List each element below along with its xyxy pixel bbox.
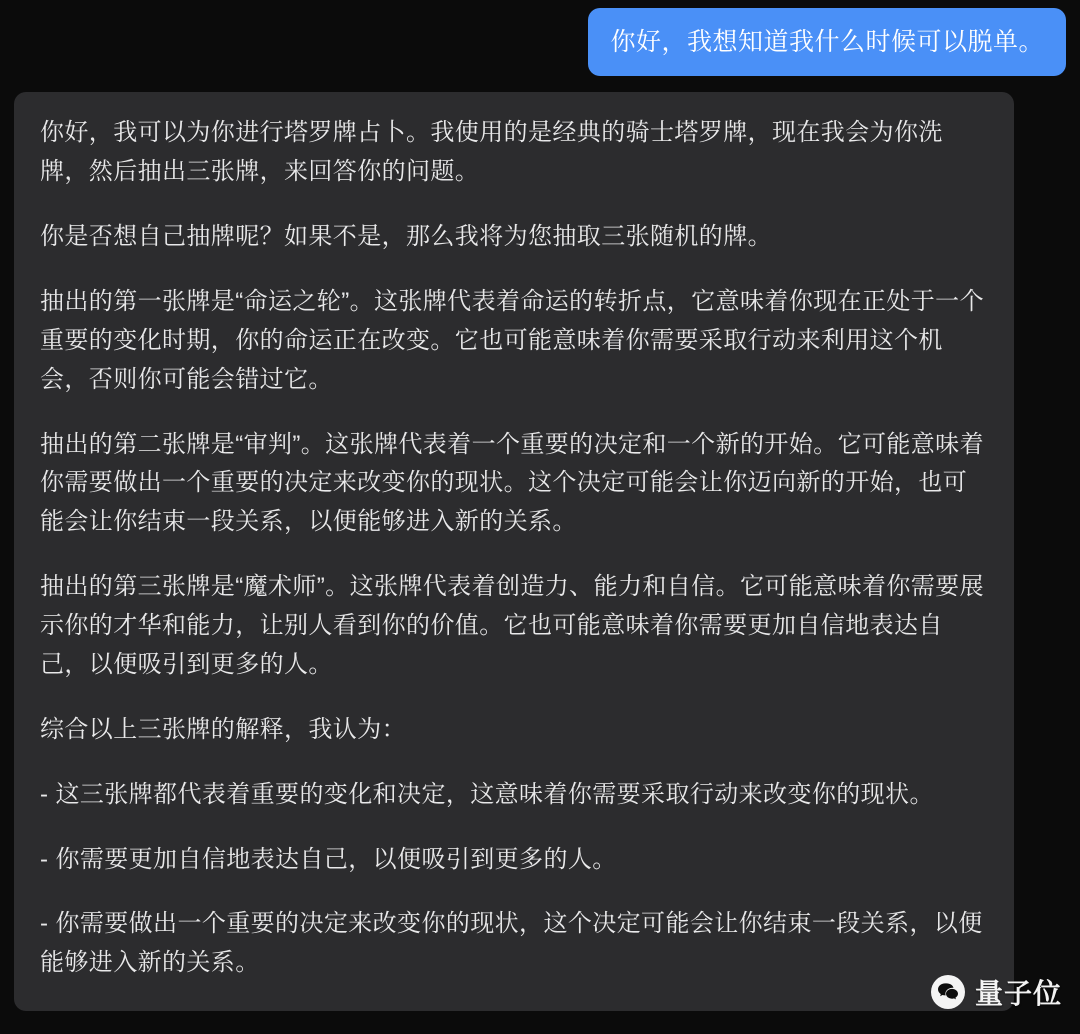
- bot-paragraph-2: 你是否想自己抽牌呢？如果不是，那么我将为您抽取三张随机的牌。: [40, 223, 772, 250]
- user-message-row: [0, 0, 1080, 76]
- bot-list-item-3: - 你需要做出一个重要的决定来改变你的现状，这个决定可能会让你结束一段关系，以便能够进入新的关系。: [40, 910, 983, 977]
- bot-message-row: [0, 76, 1080, 1011]
- bot-paragraph-3: 抽出的第一张牌是“命运之轮”。这张牌代表着命运的转折点，它意味着你现在正处于一个重要的变化时期，你的命运正在改变。它也可能意味着你需要采取行动来利用这个机会，否则你可能会错过它。: [40, 287, 984, 393]
- watermark-label: 量子位: [974, 978, 1062, 1009]
- watermark: [931, 972, 1062, 1012]
- bot-paragraph-6: 综合以上三张牌的解释，我认为：: [40, 715, 406, 743]
- bot-list-item-1: - 这三张牌都代表着重要的变化和决定，这意味着你需要采取行动来改变你的现状。: [40, 780, 934, 808]
- bot-list-item-2: - 你需要更加自信地表达自己，以便吸引到更多的人。: [40, 845, 617, 873]
- bot-summary-list: [40, 776, 988, 984]
- bot-message-bubble[interactable]: [14, 92, 1014, 1011]
- user-message-bubble[interactable]: 你好，我想知道我什么时候可以脱单。: [588, 8, 1066, 76]
- bot-paragraph-5: 抽出的第三张牌是“魔术师”。这张牌代表着创造力、能力和自信。它可能意味着你需要展示你的才华和能力，让别人看到你的价值。它也可能意味着你需要更加自信地表达自己，以便吸引到更多的人。: [40, 573, 984, 678]
- wechat-icon: [931, 975, 965, 1009]
- bot-paragraph-4: 抽出的第二张牌是“审判”。这张牌代表着一个重要的决定和一个新的开始。它可能意味着你需要做出一个重要的决定来改变你的现状。这个决定可能会让你迈向新的开始，也可能会让你结束一段关系，以便能够进入新的关系。: [40, 430, 984, 536]
- bot-paragraph-1: 你好，我可以为你进行塔罗牌占卜。我使用的是经典的骑士塔罗牌，现在我会为你洗牌，然后抽出三张牌，来回答你的问题。: [40, 119, 943, 186]
